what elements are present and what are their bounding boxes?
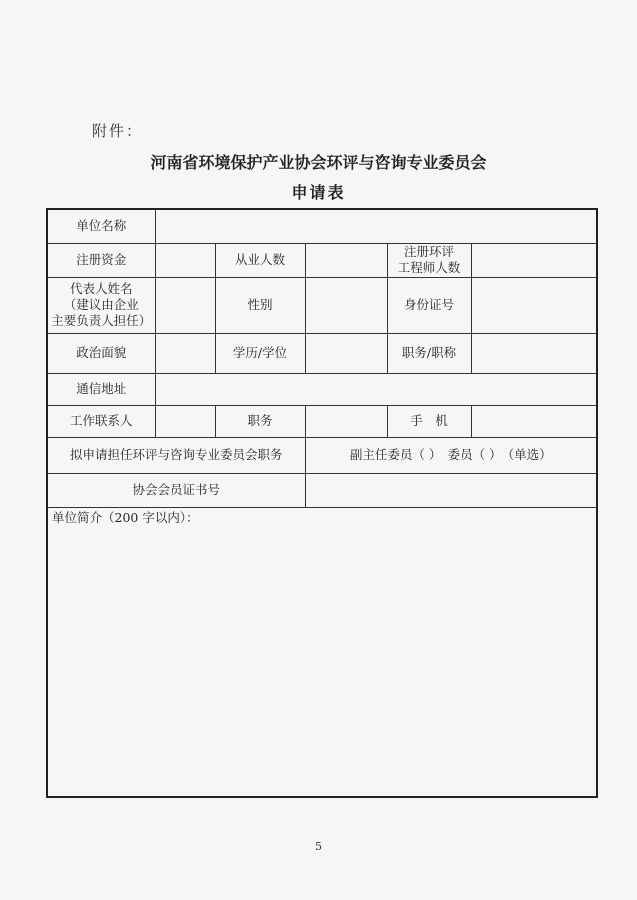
political-status-field[interactable] xyxy=(155,333,215,373)
label-eia-engineers xyxy=(387,243,471,277)
label-gender: 性别 xyxy=(215,277,305,333)
label-member-cert: 协会会员证书号 xyxy=(47,473,305,507)
label-representative-line2: （建议由企业 xyxy=(63,297,139,312)
label-position-title: 职务/职称 xyxy=(387,333,471,373)
application-form-table xyxy=(46,208,598,798)
representative-field[interactable] xyxy=(155,277,215,333)
registered-capital-field[interactable] xyxy=(155,243,215,277)
label-education: 学历/学位 xyxy=(215,333,305,373)
member-cert-field[interactable] xyxy=(305,473,597,507)
label-position: 职务 xyxy=(215,405,305,437)
label-apply-position: 拟申请担任环评与咨询专业委员会职务 xyxy=(47,437,305,473)
gender-field[interactable] xyxy=(305,277,387,333)
label-contact-person: 工作联系人 xyxy=(47,405,155,437)
attachment-label: 附件： xyxy=(92,122,144,140)
label-political-status: 政治面貌 xyxy=(47,333,155,373)
row-member-cert xyxy=(47,473,597,507)
id-number-field[interactable] xyxy=(471,277,597,333)
position-field[interactable] xyxy=(305,405,387,437)
row-political xyxy=(47,333,597,373)
contact-person-field[interactable] xyxy=(155,405,215,437)
unit-intro-area[interactable] xyxy=(47,507,597,797)
row-address xyxy=(47,373,597,405)
label-unit-intro: 单位简介（200 字以内）： xyxy=(52,509,199,525)
form-title: 河南省环境保护产业协会环评与咨询专业委员会 xyxy=(150,153,487,172)
label-employees: 从业人数 xyxy=(215,243,305,277)
unit-name-field[interactable] xyxy=(155,209,597,243)
row-unit-intro xyxy=(47,507,597,797)
employees-field[interactable] xyxy=(305,243,387,277)
label-mobile: 手 机 xyxy=(387,405,471,437)
label-representative-line3: 主要负责人担任） xyxy=(51,313,152,328)
row-unit-name xyxy=(47,209,597,243)
label-registered-capital: 注册资金 xyxy=(47,243,155,277)
position-title-field[interactable] xyxy=(471,333,597,373)
label-address: 通信地址 xyxy=(47,373,155,405)
row-apply-position xyxy=(47,437,597,473)
label-representative xyxy=(47,277,155,333)
label-eia-engineers-line1: 注册环评 xyxy=(403,244,454,259)
mobile-field[interactable] xyxy=(471,405,597,437)
eia-engineers-field[interactable] xyxy=(471,243,597,277)
row-representative xyxy=(47,277,597,333)
label-id-number: 身份证号 xyxy=(387,277,471,333)
apply-position-options[interactable]: 副主任委员（ ） 委员（ ） （单选） xyxy=(305,437,597,473)
label-representative-line1: 代表人姓名 xyxy=(69,281,133,296)
address-field[interactable] xyxy=(155,373,597,405)
education-field[interactable] xyxy=(305,333,387,373)
form-subtitle: 申请表 xyxy=(291,183,346,202)
label-unit-name: 单位名称 xyxy=(47,209,155,243)
row-contact xyxy=(47,405,597,437)
row-capital xyxy=(47,243,597,277)
page-number: 5 xyxy=(315,840,322,853)
label-eia-engineers-line2: 工程师人数 xyxy=(397,260,461,275)
